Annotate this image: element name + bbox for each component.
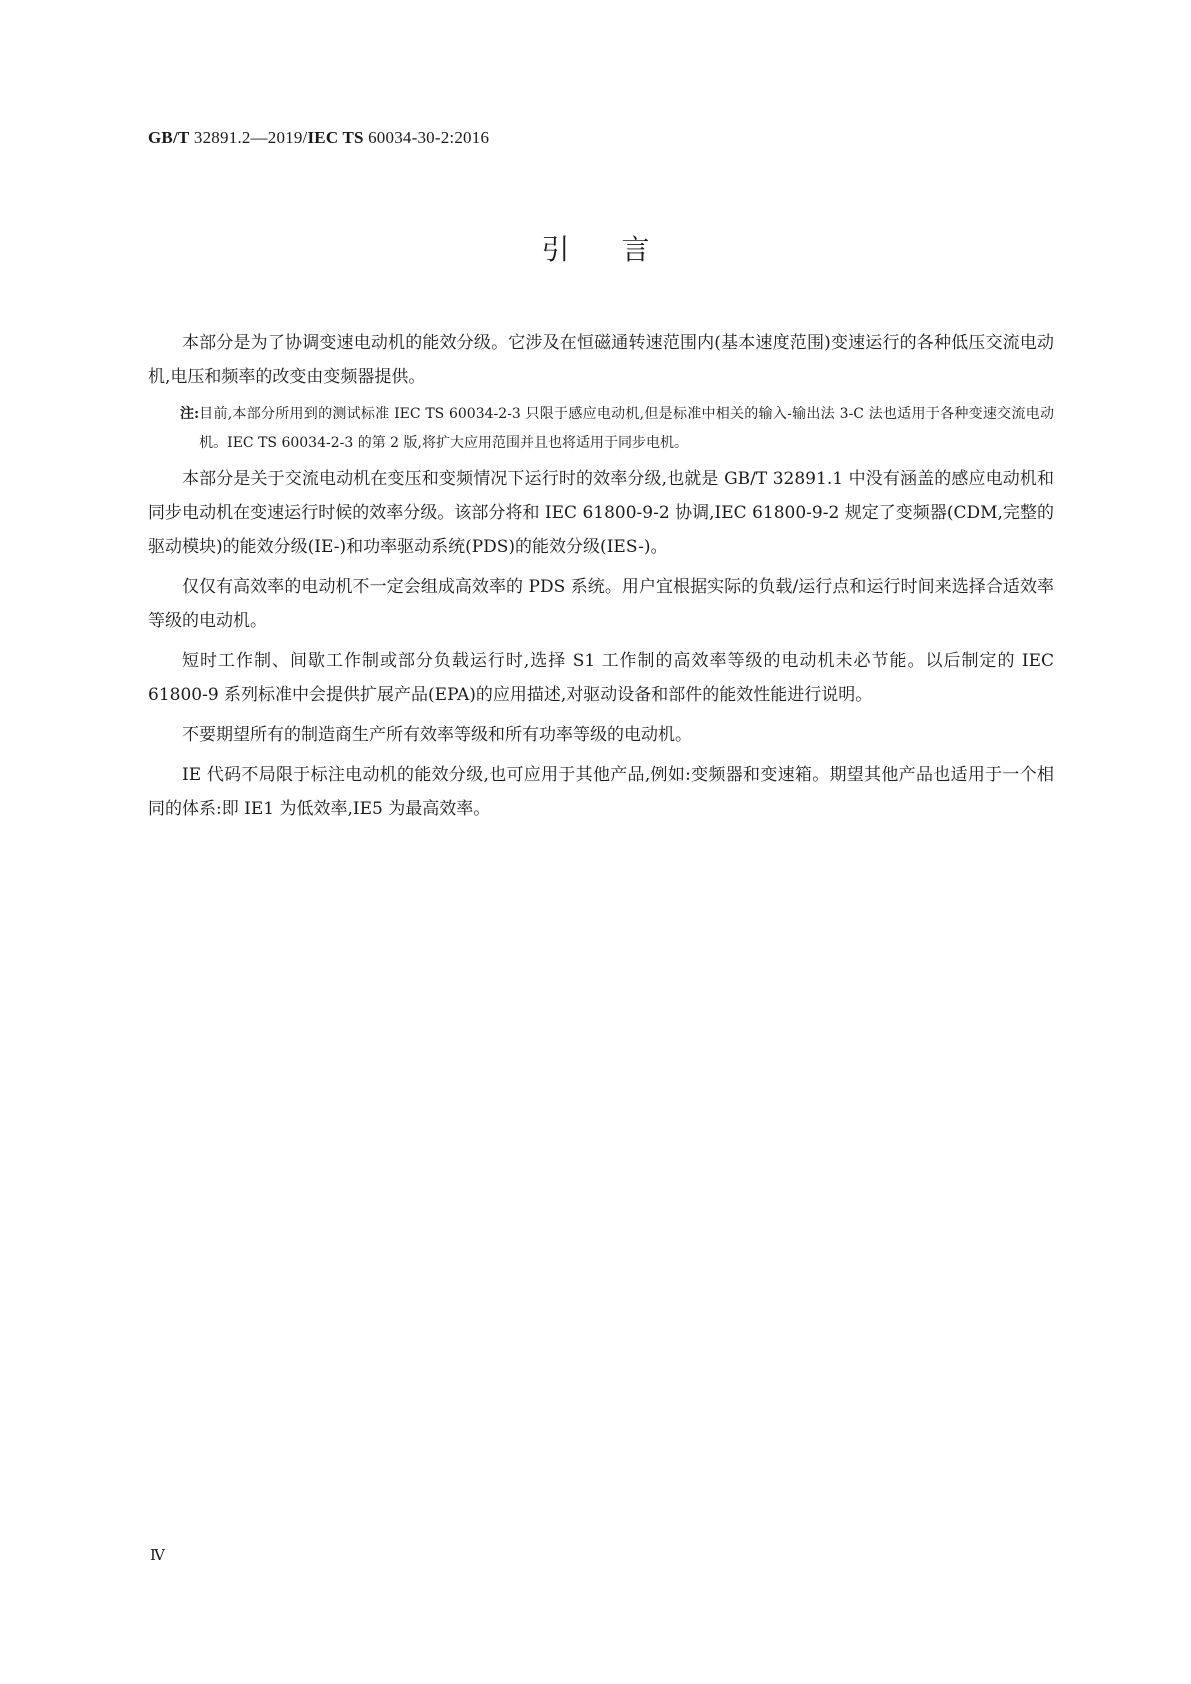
paragraph-3: 仅仅有高效率的电动机不一定会组成高效率的 PDS 系统。用户宜根据实际的负载/运行点和运行时间来选择合适效率等级的电动机。	[148, 577, 1054, 631]
page-number: Ⅳ	[150, 1548, 165, 1564]
paragraph-6: IE 代码不局限于标注电动机的能效分级,也可应用于其他产品,例如:变频器和变速箱。期望其他产品也适用于一个相同的体系:即 IE1 为低效率,IE5 为最高效率。	[148, 765, 1054, 819]
iec-number: 60034-30-2:2016	[368, 128, 490, 147]
note-label: 注:	[180, 406, 200, 422]
paragraph-5: 不要期望所有的制造商生产所有效率等级和所有功率等级的电动机。	[182, 725, 692, 745]
paragraph-2: 本部分是关于交流电动机在变压和变频情况下运行时的效率分级,也就是 GB/T 32891.1 中没有涵盖的感应电动机和同步电动机在变速运行时候的效率分级。该部分将和 IEC 61800-9-2 协调,IEC 61800-9-2 规定了变频器(CDM,完整的驱动模块)的能效分级(IE-)和功率驱动系统(PDS)的能效分级(IES-)。	[148, 469, 1054, 557]
note-text: 目前,本部分所用到的测试标准 IEC TS 60034-2-3 只限于感应电动机,但是标准中相关的输入-输出法 3-C 法也适用于各种变速交流电动机。IEC TS 60034-2-3 的第 2 版,将扩大应用范围并且也将适用于同步电机。	[199, 406, 1054, 451]
standard-code: GB/T	[148, 128, 190, 147]
paragraph-4: 短时工作制、间歇工作制或部分负载运行时,选择 S1 工作制的高效率等级的电动机未必节能。以后制定的 IEC 61800-9 系列标准中会提供扩展产品(EPA)的应用描述,对驱动设备和部件的能效性能进行说明。	[148, 651, 1054, 705]
introduction-body	[148, 326, 1054, 832]
standard-number: 32891.2—2019/	[193, 128, 308, 147]
paragraph-1: 本部分是为了协调变速电动机的能效分级。它涉及在恒磁通转速范围内(基本速度范围)变速运行的各种低压交流电动机,电压和频率的改变由变频器提供。	[148, 333, 1054, 387]
iec-code: IEC TS	[307, 128, 364, 147]
page-title: 引言	[541, 233, 702, 266]
note	[148, 400, 1054, 458]
document-header	[148, 128, 489, 148]
